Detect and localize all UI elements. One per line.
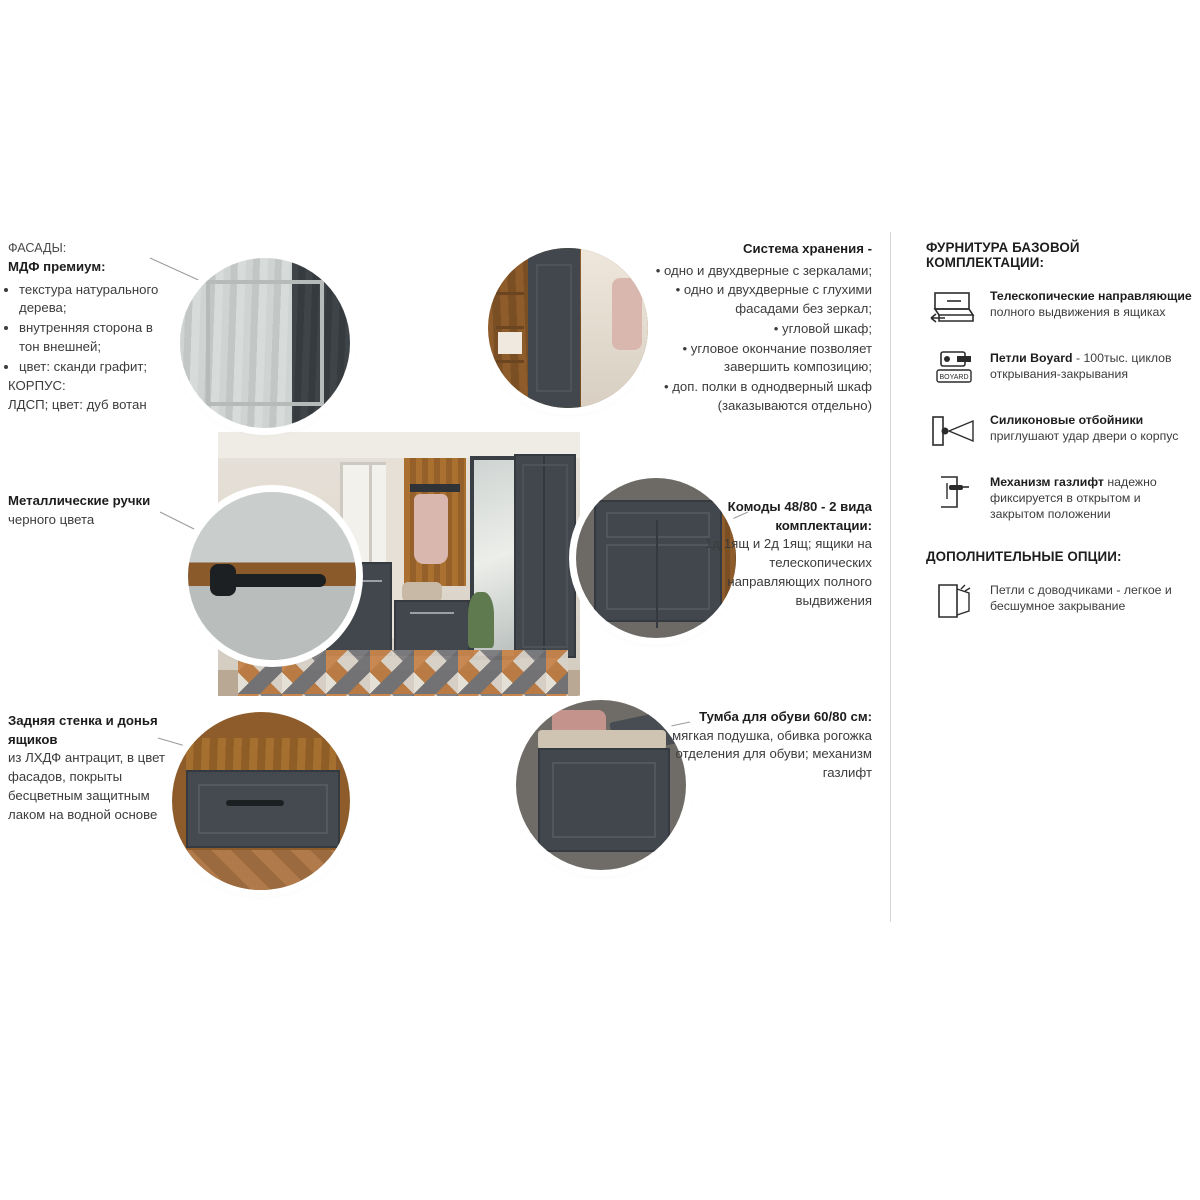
boyard-hinge-icon — [926, 348, 980, 390]
hardware-item-text — [990, 286, 1192, 320]
vertical-divider — [890, 232, 891, 922]
list-item: • угловой шкаф; — [620, 320, 872, 339]
corpus-title: КОРПУС: — [8, 378, 66, 394]
handles-title: Металлические ручки — [8, 493, 151, 508]
facades-title: МДФ премиум: — [8, 258, 106, 274]
shoe-title: Тумба для обуви 60/80 см: — [699, 709, 872, 724]
hardware-item-desc: - 100тыс. циклов открывания-закрывания — [990, 351, 1172, 382]
hardware-item — [926, 286, 1198, 328]
komod-callout — [700, 498, 872, 610]
metal-handle-photo — [188, 492, 356, 660]
list-item: • одно и двухдверные с глухими фасадами без зеркал; — [620, 281, 872, 318]
handles-text: черного цвета — [8, 511, 95, 527]
facade-texture-photo — [180, 258, 350, 428]
storage-callout — [620, 240, 872, 417]
list-item: • одно и двухдверные с зеркалами; — [620, 262, 872, 281]
facades-list — [8, 281, 174, 377]
hardware-item-desc: надежно фиксируется в открытом и закрытом положении — [990, 475, 1157, 522]
handles-callout — [8, 492, 160, 529]
shoe-callout — [660, 708, 872, 783]
hardware-item-desc: полного выдвижения в ящиках — [990, 305, 1166, 320]
corpus-text: ЛДСП; цвет: дуб вотан — [8, 397, 147, 413]
gas-lift-icon — [926, 472, 980, 514]
hardware-item — [926, 348, 1198, 390]
list-item: • угловое окончание позволяет завершить композицию; — [620, 340, 872, 377]
hardware-item-bold: Механизм газлифт — [990, 475, 1104, 489]
option-item — [926, 580, 1198, 622]
soft-close-hinge-icon — [926, 580, 980, 622]
option-item-text: Петли с доводчиками - легкое и бесшумное закрывание — [990, 582, 1172, 613]
hardware-item — [926, 472, 1198, 523]
hardware-item-bold: Телескопические направляющие — [990, 289, 1192, 303]
hardware-item-text — [990, 410, 1178, 444]
svg-text:BOYARD: BOYARD — [939, 374, 969, 381]
drawer-back-panel-photo — [172, 712, 350, 890]
hardware-item-bold: Петли Boyard — [990, 351, 1073, 365]
storage-list — [620, 262, 872, 416]
back-panel-title: Задняя стенка и донья ящиков — [8, 713, 158, 747]
list-item: • текстура натурального дерева; — [19, 281, 174, 318]
komod-text: 1д 1ящ и 2д 1ящ; ящики на телескопических направляющих полного выдвижения — [705, 536, 872, 608]
komod-title: Комоды 48/80 - 2 вида комплектации: — [727, 499, 872, 533]
storage-title: Система хранения - — [742, 241, 872, 256]
hardware-panel — [926, 240, 1198, 642]
shoe-text: мягкая подушка, обивка рогожка отделения для обуви; механизм газлифт — [672, 727, 872, 781]
facades-callout — [8, 240, 174, 415]
silicone-bumper-icon — [926, 410, 980, 452]
hardware-item-bold: Силиконовые отбойники — [990, 413, 1144, 427]
hardware-item-desc: приглушают удар двери о корпус — [990, 429, 1179, 444]
back-panel-callout — [8, 712, 168, 824]
list-item: • цвет: сканди графит; — [19, 358, 174, 377]
hardware-item-text — [990, 348, 1198, 382]
list-item: • доп. полки в однодверный шкаф (заказываются отдельно) — [620, 378, 872, 415]
drawer-slide-icon — [926, 286, 980, 328]
hardware-item — [926, 410, 1198, 452]
list-item: • внутренняя сторона в тон внешней; — [19, 319, 174, 356]
facades-caption: ФАСАДЫ: — [8, 241, 67, 255]
options-title: ДОПОЛНИТЕЛЬНЫЕ ОПЦИИ: — [926, 548, 1122, 564]
hardware-item-text — [990, 472, 1198, 523]
back-panel-text: из ЛХДФ антрацит, в цвет фасадов, покрыты бесцветным защитным лаком на водной основе — [8, 750, 166, 822]
hardware-title: ФУРНИТУРА БАЗОВОЙ КОМПЛЕКТАЦИИ: — [926, 240, 1080, 270]
